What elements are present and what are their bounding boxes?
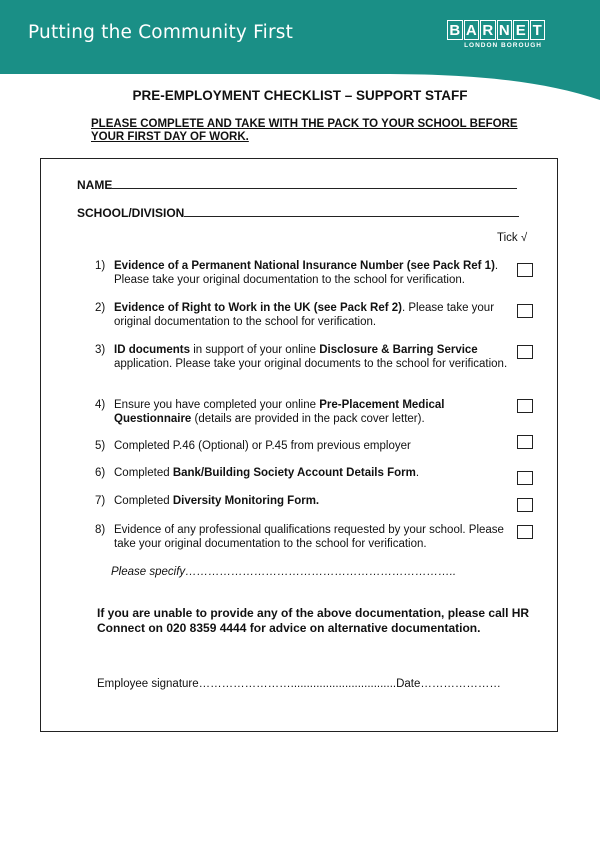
item-text	[114, 301, 510, 330]
item-text-part: application. Please take your original documents to the school for verification.	[114, 358, 508, 371]
item-text-bold: Evidence of a Permanent National Insurance Number (see Pack Ref 1)	[114, 260, 495, 272]
item-number: 6)	[95, 467, 106, 479]
logo-letter: E	[513, 20, 529, 40]
item-number: 8)	[95, 524, 106, 536]
name-line[interactable]	[112, 177, 517, 189]
item-number: 7)	[95, 495, 106, 507]
item-text-part: Completed	[114, 467, 173, 479]
tick-header: Tick √	[497, 232, 528, 244]
tick-checkbox[interactable]	[517, 498, 533, 512]
logo-letter: N	[497, 20, 513, 40]
tick-checkbox[interactable]	[517, 345, 533, 359]
school-field[interactable]	[77, 205, 519, 220]
tick-checkbox[interactable]	[517, 304, 533, 318]
item-text-bold: Evidence of Right to Work in the UK (see Pack Ref 2)	[114, 302, 402, 314]
item-text-part: Ensure you have completed your online	[114, 399, 320, 411]
page-title: PRE-EMPLOYMENT CHECKLIST – SUPPORT STAFF	[132, 88, 468, 103]
item-text-part: Evidence of any professional qualifications requested by your school. Please take your original documentation to the school for verification.	[114, 524, 504, 551]
item-text-part: Completed	[114, 495, 173, 507]
logo-letter: A	[464, 20, 480, 40]
logo-letter: R	[480, 20, 496, 40]
item-number: 4)	[95, 399, 106, 411]
tick-checkbox[interactable]	[517, 525, 533, 539]
item-text	[114, 343, 510, 372]
item-text-bold: ID documents	[114, 344, 191, 356]
logo-subtitle: LONDON BOROUGH	[464, 42, 542, 49]
item-text	[114, 439, 510, 453]
item-text-bold: Bank/Building Society Account Details Form	[172, 467, 416, 479]
tick-checkbox[interactable]	[517, 471, 533, 485]
item-number: 3)	[95, 344, 106, 356]
item-text-part: . Please take your original documentation to the school for verification.	[114, 302, 495, 329]
item-text-part: Completed P.46 (Optional) or P.45 from previous employer	[114, 440, 411, 452]
item-text-part: . Please take your original documentation to the school for verification.	[114, 260, 499, 287]
item-text	[114, 398, 510, 427]
item-text-bold: Diversity Monitoring Form.	[172, 495, 320, 507]
tick-checkbox[interactable]	[517, 399, 533, 413]
item-text	[114, 523, 510, 552]
tick-checkbox[interactable]	[517, 263, 533, 277]
logo-letters	[447, 20, 546, 40]
signature-line: Employee signature…………………….................................Date…………………	[97, 678, 501, 690]
item-text-part: (details are provided in the pack cover letter).	[191, 413, 425, 426]
please-specify: Please specify……………………………………………………………..	[111, 566, 457, 578]
barnet-logo	[447, 20, 546, 49]
item-number: 1)	[95, 260, 106, 272]
item-text	[114, 494, 510, 508]
item-text	[114, 259, 510, 288]
item-text-bold: Pre-Placement Medical Questionnaire	[114, 399, 445, 426]
school-label: SCHOOL/DIVISION	[77, 206, 185, 220]
item-text-part: in support of your online	[190, 344, 320, 356]
hr-note: If you are unable to provide any of the above documentation, please call HR Connect on 020 8359 4444 for advice on alternative documentation.	[97, 606, 530, 635]
item-number: 5)	[95, 440, 106, 452]
school-line[interactable]	[184, 205, 519, 217]
tick-checkbox[interactable]	[517, 435, 533, 449]
item-text-part: .	[415, 467, 420, 479]
name-field[interactable]	[77, 177, 517, 192]
instruction-text: PLEASE COMPLETE AND TAKE WITH THE PACK TO YOUR SCHOOL BEFORE YOUR FIRST DAY OF WORK.	[91, 118, 518, 143]
logo-letter: T	[530, 20, 546, 40]
item-text	[114, 466, 510, 480]
name-label: NAME	[77, 178, 113, 192]
item-number: 2)	[95, 302, 106, 314]
tagline: Putting the Community First	[28, 22, 294, 43]
logo-letter: B	[447, 20, 463, 40]
item-text-bold: Disclosure & Barring Service	[319, 344, 478, 356]
